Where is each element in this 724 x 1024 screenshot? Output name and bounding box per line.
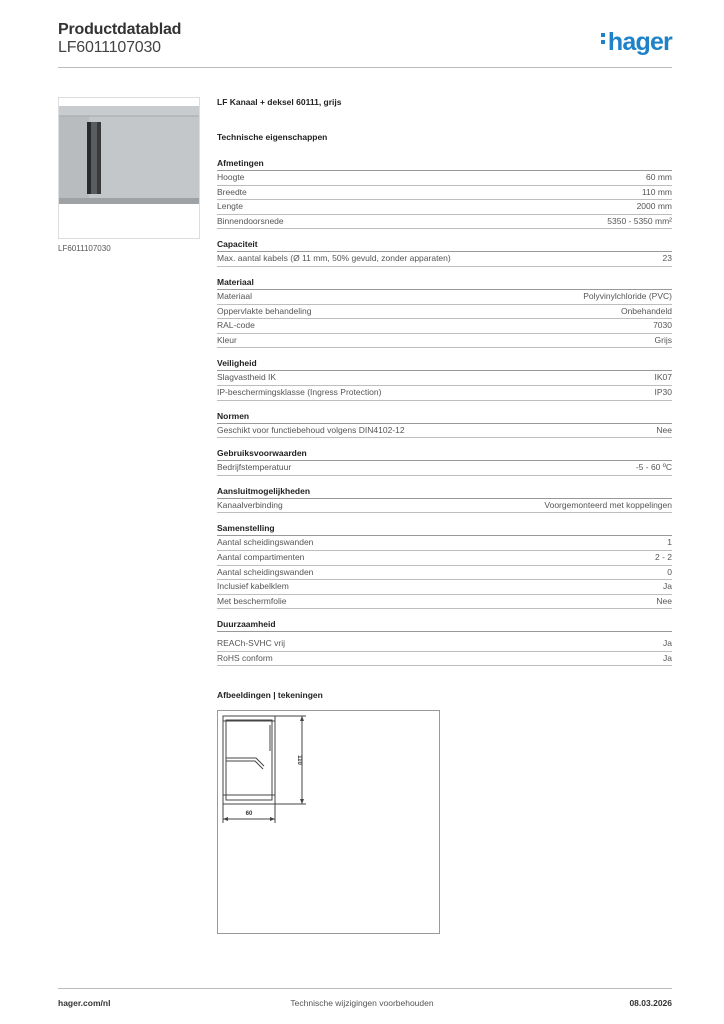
cross-section-drawing-icon	[218, 711, 439, 933]
spec-label: Binnendoorsnede	[217, 215, 284, 226]
spec-label: Aantal compartimenten	[217, 551, 305, 562]
spec-label: RAL-code	[217, 320, 255, 331]
spec-row	[217, 595, 672, 610]
spec-value: 23	[662, 253, 672, 264]
spec-row	[217, 580, 672, 595]
section-materiaal	[217, 275, 672, 348]
spec-label: Kanaalverbinding	[217, 499, 283, 510]
spec-label: IP-beschermingsklasse (Ingress Protection)	[217, 386, 382, 397]
page-title: Productdatablad	[58, 21, 182, 38]
technical-drawing	[217, 710, 440, 934]
section-title: Aansluitmogelijkheden	[217, 484, 672, 499]
spec-row	[217, 290, 672, 305]
spec-value: 1	[667, 537, 672, 548]
spec-content	[217, 97, 672, 666]
spec-label: REACh-SVHC vrij	[217, 638, 286, 649]
section-veiligheid	[217, 356, 672, 400]
spec-value: IK07	[654, 372, 672, 383]
spec-row	[217, 652, 672, 667]
spec-label: Oppervlakte behandeling	[217, 305, 312, 316]
spec-row	[217, 551, 672, 566]
spec-row	[217, 424, 672, 439]
spec-label: Breedte	[217, 186, 247, 197]
spec-value: Grijs	[654, 334, 672, 345]
section-title: Materiaal	[217, 275, 672, 290]
spec-label: Geschikt voor functiebehoud volgens DIN4102-12	[217, 424, 405, 435]
spec-row	[217, 334, 672, 349]
spec-value: Ja	[663, 638, 672, 649]
spec-row	[217, 319, 672, 334]
spec-label: RoHS conform	[217, 652, 273, 663]
spec-value: 110 mm	[641, 186, 672, 197]
spec-value: 7030	[653, 320, 672, 331]
spec-label: Bedrijfstemperatuur	[217, 462, 292, 473]
spec-label: Lengte	[217, 201, 243, 212]
spec-row	[217, 461, 672, 476]
section-title: Gebruiksvoorwaarden	[217, 446, 672, 461]
section-gebruiksvoorwaarden	[217, 446, 672, 476]
section-title: Samenstelling	[217, 521, 672, 536]
spec-value: 5350 - 5350 mm²	[607, 215, 672, 226]
spec-value: Onbehandeld	[620, 305, 672, 316]
spec-value: Ja	[663, 581, 672, 592]
cable-duct-photo-icon	[59, 98, 199, 238]
technical-properties-heading: Technische eigenschappen	[217, 132, 328, 142]
product-photo	[58, 97, 200, 239]
spec-label: Materiaal	[217, 290, 252, 301]
product-name: LF Kanaal + deksel 60111, grijs	[217, 97, 342, 107]
spec-label: Kleur	[217, 334, 237, 345]
spec-row	[217, 371, 672, 386]
logo-text: hager	[607, 28, 672, 56]
photo-caption: LF6011107030	[58, 244, 111, 253]
footer-date: 08.03.2026	[629, 998, 672, 1008]
section-title: Capaciteit	[217, 237, 672, 252]
section-title: Afmetingen	[217, 156, 672, 171]
spec-value: 2000 mm	[636, 201, 672, 212]
spec-label: Aantal scheidingswanden	[217, 566, 314, 577]
spec-row	[217, 215, 672, 230]
section-title: Normen	[217, 409, 672, 424]
section-normen	[217, 409, 672, 439]
spec-row	[217, 536, 672, 551]
spec-row	[217, 637, 672, 652]
spec-value: Nee	[656, 424, 672, 435]
spec-label: Slagvastheid IK	[217, 372, 277, 383]
spec-value: Polyvinylchloride (PVC)	[583, 290, 672, 301]
logo-colon-icon	[601, 30, 605, 47]
spec-row	[217, 252, 672, 267]
product-code: LF6011107030	[58, 39, 161, 56]
spec-value: 60 mm	[646, 172, 672, 182]
spec-value: IP30	[654, 386, 672, 397]
spec-label: Aantal scheidingswanden	[217, 537, 314, 548]
section-aansluitmogelijkheden	[217, 484, 672, 514]
spec-row	[217, 386, 672, 401]
spec-label: Inclusief kabelklem	[217, 581, 289, 592]
spec-value: 2 - 2	[654, 551, 672, 562]
spec-value: -5 - 60 ºC	[635, 462, 672, 473]
section-title: Duurzaamheid	[217, 617, 672, 632]
drawings-heading: Afbeeldingen | tekeningen	[217, 690, 323, 700]
header-divider	[58, 67, 672, 68]
footer-divider	[58, 988, 672, 989]
spec-row	[217, 200, 672, 215]
footer-website-link[interactable]: hager.com/nl	[58, 998, 111, 1008]
dim-height-label: 110	[296, 755, 302, 765]
section-capaciteit	[217, 237, 672, 267]
dim-width-label: 60	[245, 811, 253, 817]
section-afmetingen	[217, 156, 672, 229]
spec-row	[217, 186, 672, 201]
spec-value: Voorgemonteerd met koppelingen	[544, 499, 672, 510]
spec-label: Hoogte	[217, 172, 245, 182]
footer-disclaimer: Technische wijzigingen voorbehouden	[290, 998, 434, 1008]
spec-value: Nee	[656, 595, 672, 606]
spec-row	[217, 499, 672, 514]
spec-row	[217, 171, 672, 186]
section-samenstelling	[217, 521, 672, 609]
section-duurzaamheid	[217, 617, 672, 666]
spec-label: Met beschermfolie	[217, 595, 287, 606]
spec-row	[217, 305, 672, 320]
section-title: Veiligheid	[217, 356, 672, 371]
spec-label: Max. aantal kabels (Ø 11 mm, 50% gevuld, zonder apparaten)	[217, 253, 451, 264]
spec-row	[217, 566, 672, 581]
spec-value: Ja	[663, 652, 672, 663]
hager-logo	[601, 28, 672, 57]
spec-value: 0	[667, 566, 672, 577]
